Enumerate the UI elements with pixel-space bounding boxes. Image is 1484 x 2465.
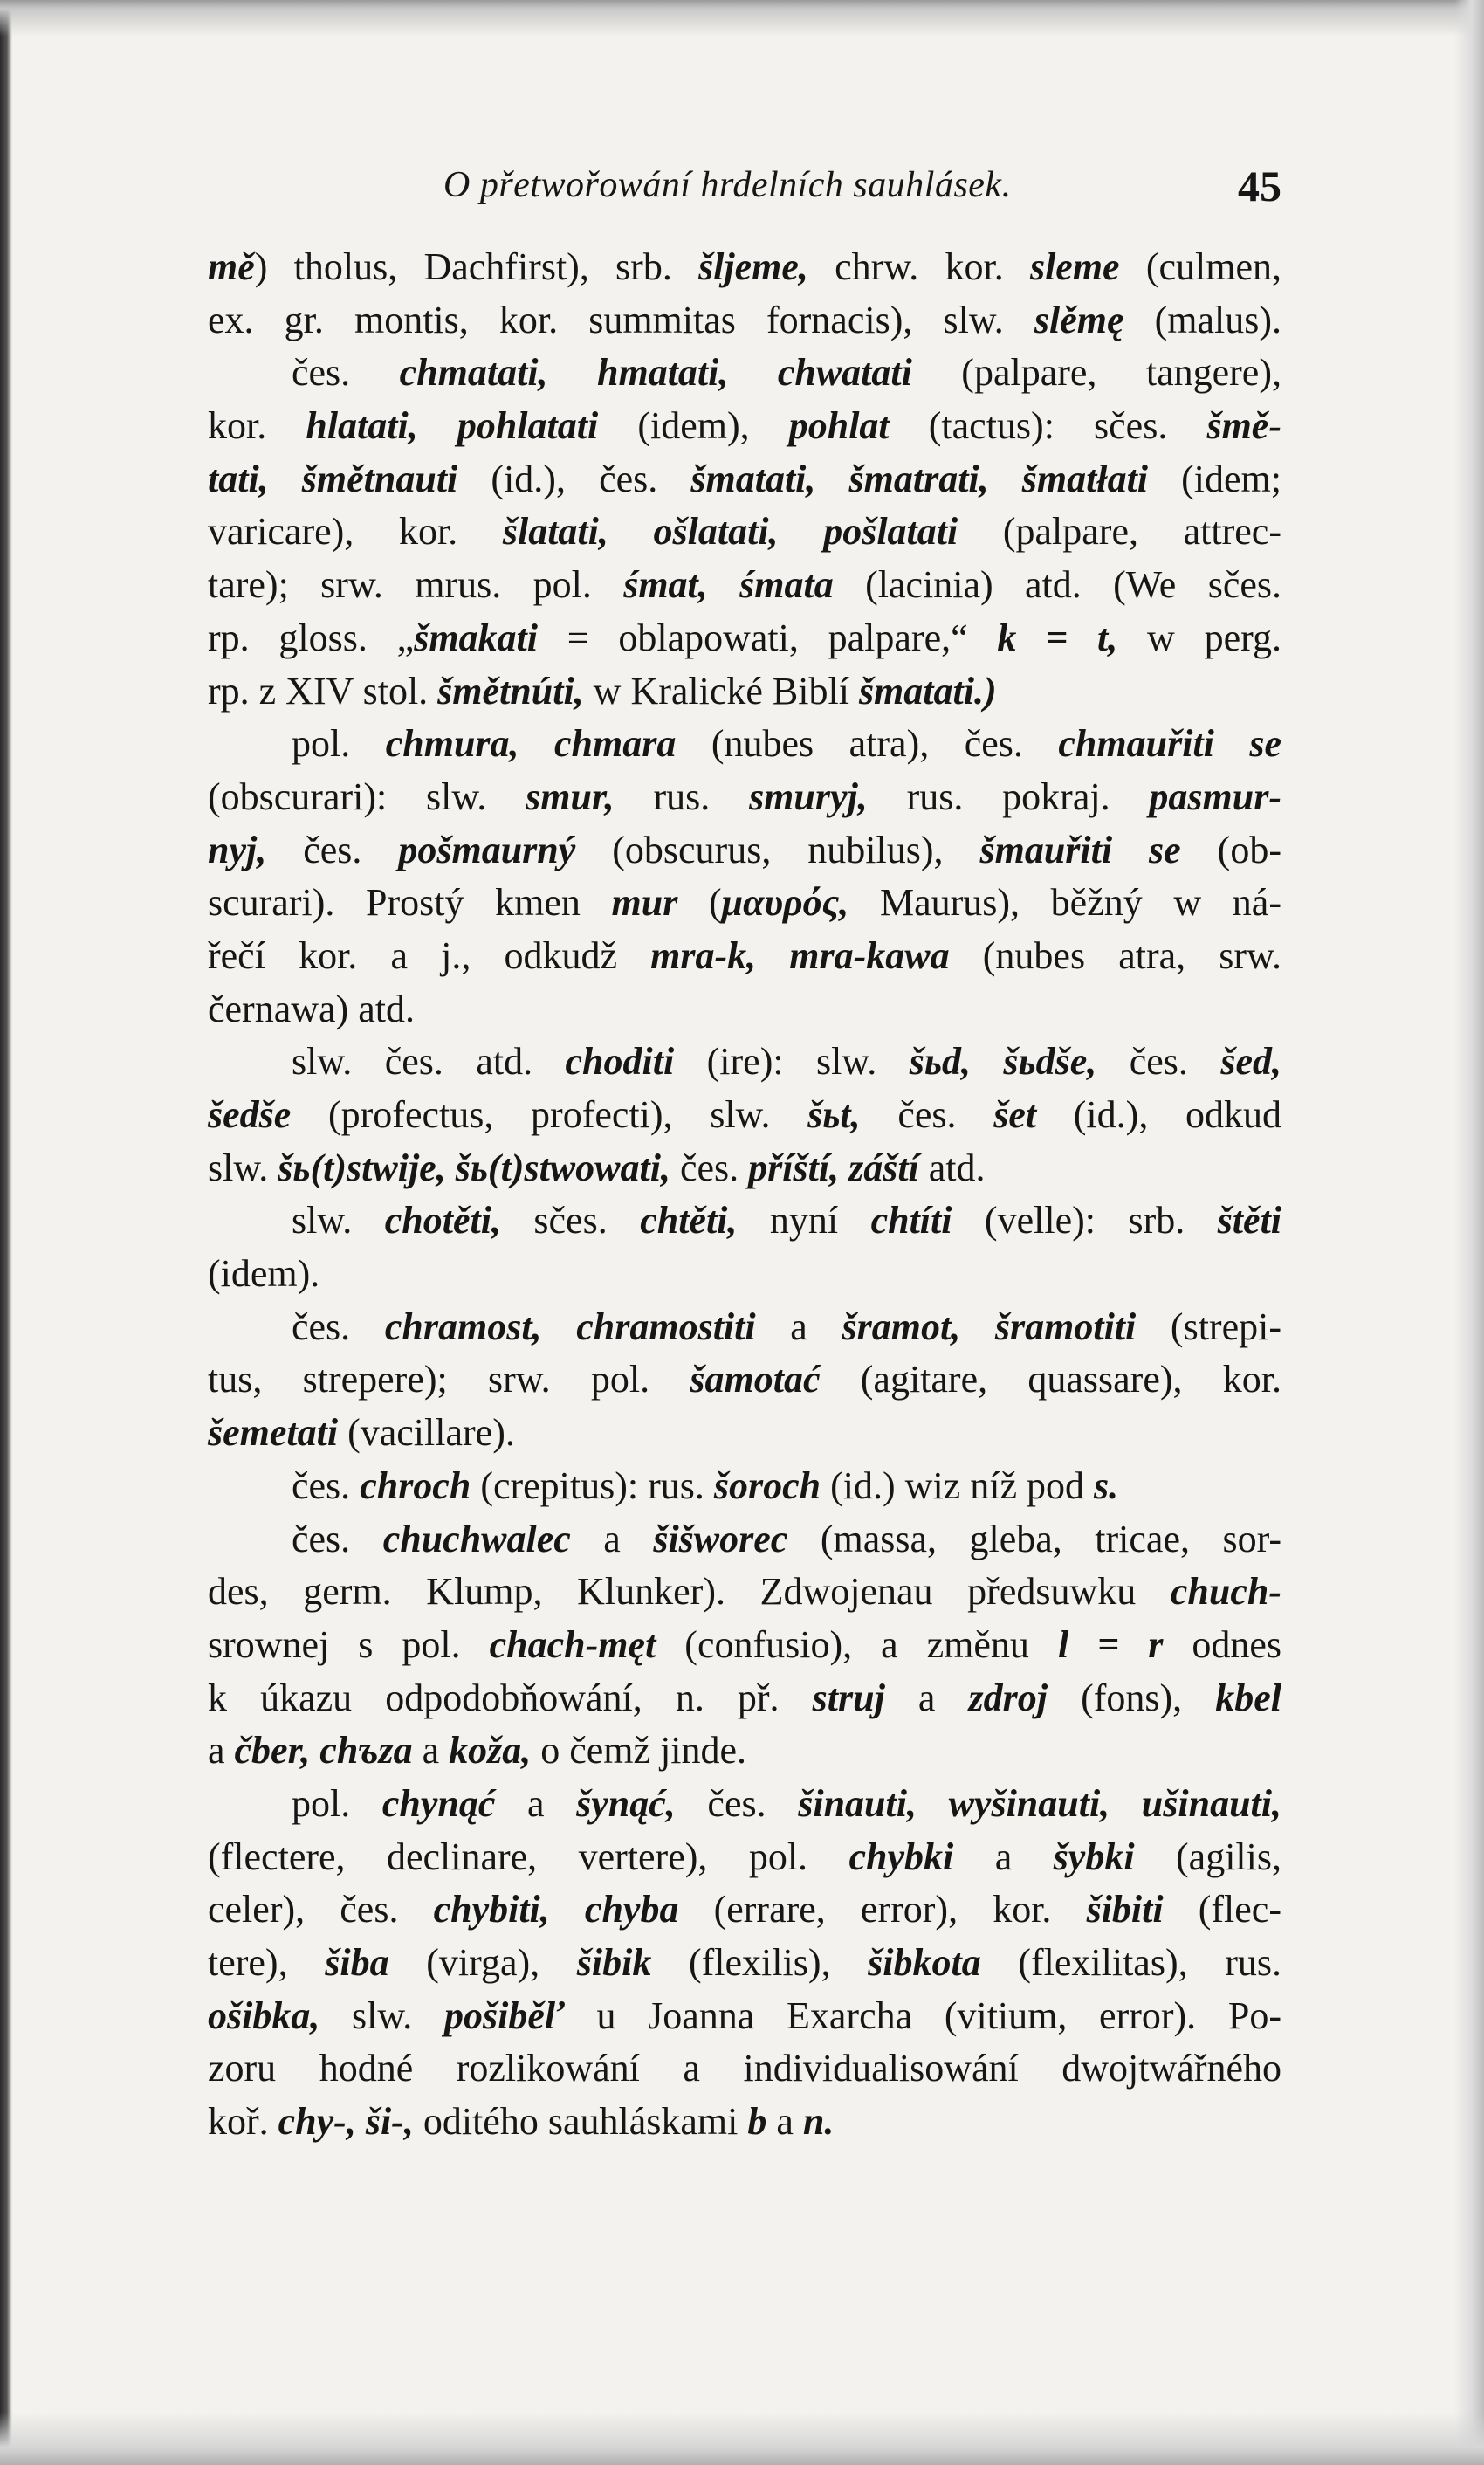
term-italic: čber, chъza	[234, 1729, 413, 1773]
term-italic: šibiti	[1086, 1888, 1164, 1931]
term-italic: zdroj	[968, 1676, 1048, 1719]
term-italic: slěmę	[1034, 298, 1124, 341]
text-line	[208, 771, 1281, 824]
term-italic: mě	[208, 245, 255, 288]
term-italic: šybki	[1053, 1835, 1135, 1878]
text-segment: k úkazu odpodobňowání, n. př.	[208, 1676, 813, 1719]
text-segment: ) tholus, Dachfirst), srb.	[254, 245, 699, 288]
term-italic: chramost, chramostiti	[384, 1305, 756, 1348]
term-italic: šibkota	[868, 1941, 981, 1984]
page-edge-right	[1454, 0, 1484, 2465]
text-segment: a	[766, 2100, 803, 2144]
text-segment: (velle): srb.	[952, 1199, 1218, 1243]
text-segment: (fons),	[1047, 1676, 1216, 1719]
term-italic: šemetati	[208, 1411, 339, 1455]
term-italic: šoroch	[713, 1463, 821, 1507]
text-segment: srownej s pol.	[208, 1622, 490, 1666]
term-italic: šibik	[576, 1941, 652, 1984]
text-segment: (virga),	[388, 1941, 577, 1984]
term-italic: chotěti,	[384, 1199, 501, 1243]
text-line	[208, 2042, 1281, 2096]
text-segment: (errare, error), kor.	[678, 1888, 1087, 1931]
term-italic: šed,	[1220, 1040, 1281, 1084]
text-line	[208, 930, 1281, 983]
text-segment: scurari). Prostý kmen	[208, 881, 612, 925]
text-segment: (id.), čes.	[457, 457, 691, 500]
term-italic: šmakati	[414, 616, 538, 659]
text-segment: (nubes atra, srw.	[949, 933, 1281, 977]
term-italic: šedše	[208, 1093, 292, 1136]
text-line	[208, 1566, 1281, 1619]
term-italic: pošiběľ	[443, 1993, 565, 2037]
term-italic: choditi	[565, 1040, 675, 1084]
text-segment: rp. gloss. „	[208, 616, 415, 659]
term-italic: mur	[611, 881, 678, 925]
term-italic: šet	[993, 1093, 1037, 1136]
term-italic: chybiti, chyba	[433, 1888, 679, 1931]
text-segment: rus. pokraj.	[867, 775, 1150, 818]
term-italic: n.	[802, 2100, 835, 2144]
text-line	[208, 1407, 1281, 1460]
text-line	[208, 718, 1281, 771]
text-segment: (flexilitas), rus.	[980, 1941, 1281, 1984]
term-italic: ošibka,	[208, 1993, 320, 2037]
text-line	[208, 1036, 1281, 1089]
term-italic: šь(t)stwije, šь(t)stwowati,	[278, 1146, 670, 1189]
text-segment: sčes.	[500, 1199, 641, 1243]
term-italic: šmatati.)	[858, 669, 997, 713]
text-segment: a	[755, 1305, 842, 1348]
text-segment: (flexilis),	[651, 1941, 869, 1984]
text-segment: slw.	[208, 1146, 278, 1189]
text-segment: slw. čes. atd.	[292, 1040, 566, 1084]
term-italic: kbel	[1215, 1676, 1281, 1719]
text-segment: čes.	[292, 1305, 385, 1348]
page-edge-left	[0, 0, 12, 2465]
term-italic: b	[747, 2100, 767, 2144]
term-italic: chach-męt	[489, 1622, 656, 1666]
text-segment: w perg.	[1117, 616, 1281, 659]
text-segment: slw.	[319, 1993, 444, 2037]
text-segment: chrw. kor.	[807, 245, 1030, 288]
term-italic: chuch-	[1170, 1570, 1281, 1614]
term-italic: sleme	[1029, 245, 1120, 288]
text-segment: čes.	[670, 1146, 749, 1189]
term-italic: mra-k, mra-kawa	[650, 933, 950, 977]
text-line	[208, 559, 1281, 612]
text-segment: (confusio), a změnu	[656, 1622, 1058, 1666]
text-line	[208, 347, 1281, 400]
text-segment: o čemž jinde.	[531, 1729, 747, 1773]
text-segment: a	[884, 1676, 969, 1719]
text-segment: nyní	[737, 1199, 871, 1243]
text-line	[208, 1778, 1281, 1831]
text-segment: řečí kor. a j., odkudž	[208, 933, 651, 977]
text-segment: (tactus): sčes.	[889, 404, 1207, 448]
term-italic: šьd, šьdše,	[909, 1040, 1097, 1084]
text-segment: Maurus), běžný w ná-	[848, 881, 1281, 925]
text-segment: (	[677, 881, 722, 925]
term-italic: příští, záští	[748, 1146, 919, 1189]
text-line	[208, 1619, 1281, 1672]
term-italic: chmura, chmara	[385, 722, 677, 766]
text-segment: = oblapowati, palpare,“	[538, 616, 998, 659]
term-italic: šmauřiti se	[979, 828, 1181, 871]
term-italic: s.	[1093, 1463, 1119, 1507]
text-line	[208, 1513, 1281, 1566]
text-segment: a	[208, 1729, 235, 1773]
term-italic: šmětnúti,	[437, 669, 584, 713]
text-segment: oditého sauhláskami	[413, 2100, 748, 2144]
running-title: O přetwořowání hrdelních sauhlásek.	[443, 165, 1012, 205]
text-line	[208, 1831, 1281, 1884]
term-italic: šmatati, šmatrati, šmatłati	[690, 457, 1149, 500]
term-italic: šlatati, ošlatati, pošlatati	[502, 510, 958, 554]
term-italic: chmauřiti se	[1058, 722, 1281, 766]
text-line	[208, 241, 1281, 294]
text-segment: a	[570, 1517, 654, 1560]
text-segment: (obscurari): slw.	[208, 775, 526, 818]
text-line	[208, 1353, 1281, 1407]
text-segment: (vacillare).	[338, 1411, 515, 1455]
term-italic: chroch	[360, 1463, 471, 1507]
term-italic: μαυρός,	[721, 881, 849, 925]
term-italic: nyj,	[208, 828, 267, 871]
running-head	[208, 164, 1281, 217]
text-segment: tere),	[208, 1941, 326, 1984]
term-italic: śmat, śmata	[623, 563, 834, 607]
text-segment: pol.	[292, 722, 386, 766]
text-segment: slw.	[292, 1199, 385, 1243]
term-italic: chybki	[848, 1835, 954, 1878]
term-italic: šynąć,	[576, 1781, 676, 1825]
text-line	[208, 665, 1281, 719]
text-segment: kor.	[208, 404, 306, 448]
text-segment: (crepitus): rus.	[471, 1463, 714, 1507]
term-italic: struj	[812, 1676, 885, 1719]
term-italic: šamotać	[690, 1358, 821, 1401]
text-segment: rp. z XIV stol.	[208, 669, 438, 713]
text-segment: des, germ. Klump, Klunker). Zdwojenau předsuwku	[208, 1570, 1171, 1614]
text-segment: (palpare, tangere),	[911, 351, 1281, 395]
text-line	[208, 1883, 1281, 1937]
term-italic: štěti	[1217, 1199, 1282, 1243]
term-italic: šišworec	[653, 1517, 788, 1560]
text-segment: a	[495, 1781, 577, 1825]
page-edge-top	[0, 0, 1484, 37]
text-segment: čes.	[1096, 1040, 1221, 1084]
term-italic: šiba	[325, 1941, 389, 1984]
term-italic: šьt,	[807, 1093, 861, 1136]
text-segment: (idem),	[598, 404, 789, 448]
text-line	[208, 1937, 1281, 1990]
text-segment: (id.), odkud	[1036, 1093, 1282, 1136]
term-italic: smuryj,	[749, 775, 868, 818]
text-line	[208, 1195, 1281, 1248]
text-segment: (idem).	[208, 1252, 320, 1296]
text-line	[208, 1725, 1281, 1778]
text-segment: ex. gr. montis, kor. summitas fornacis), slw.	[208, 298, 1034, 341]
text-line	[208, 1460, 1281, 1513]
text-segment: čes.	[292, 1463, 361, 1507]
text-segment: a	[953, 1835, 1054, 1878]
text-segment: (obscurus, nubilus),	[575, 828, 980, 871]
term-italic: pasmur-	[1149, 775, 1281, 818]
text-segment: tus, strepere); srw. pol.	[208, 1358, 690, 1401]
text-segment: čes.	[860, 1093, 994, 1136]
page-number: 45	[1238, 162, 1281, 210]
term-italic: chynąć	[381, 1781, 496, 1825]
text-segment: u Joanna Exarcha (vitium, error). Po-	[564, 1993, 1281, 2037]
term-italic: šinauti, wyšinauti, ušinauti,	[798, 1781, 1282, 1825]
text-segment: (idem;	[1148, 457, 1282, 500]
text-segment: rus.	[614, 775, 750, 818]
text-line	[208, 294, 1281, 348]
text-segment: atd.	[918, 1146, 986, 1189]
text-line	[208, 983, 1281, 1036]
text-line	[208, 1301, 1281, 1354]
term-italic: šmě-	[1206, 404, 1281, 448]
text-segment: (flec-	[1163, 1888, 1281, 1931]
term-italic: chmatati, hmatati, chwatati	[399, 351, 912, 395]
text-segment: (flectere, declinare, vertere), pol.	[208, 1835, 849, 1878]
text-line	[208, 506, 1281, 559]
text-segment: pol.	[292, 1781, 382, 1825]
text-segment: čes.	[292, 1517, 383, 1560]
text-segment: (strepi-	[1136, 1305, 1281, 1348]
text-segment: (nubes atra), čes.	[676, 722, 1059, 766]
text-segment: (malus).	[1123, 298, 1281, 341]
text-segment: (ire): slw.	[674, 1040, 910, 1084]
text-segment: w Kralické Biblí	[583, 669, 859, 713]
text-line	[208, 400, 1281, 453]
text-line	[208, 453, 1281, 506]
term-italic: l = r	[1057, 1622, 1164, 1666]
text-line	[208, 2096, 1281, 2149]
term-italic: šramot, šramotiti	[842, 1305, 1137, 1348]
text-line	[208, 824, 1281, 878]
text-line	[208, 1089, 1281, 1142]
text-segment: koř.	[208, 2100, 278, 2144]
text-segment: (id.) wiz níž pod	[821, 1463, 1094, 1507]
term-italic: koža,	[449, 1729, 532, 1773]
text-segment: (ob-	[1180, 828, 1281, 871]
text-line	[208, 877, 1281, 930]
term-italic: chtíti	[870, 1199, 952, 1243]
term-italic: k = t,	[997, 616, 1118, 659]
term-italic: chuchwalec	[382, 1517, 571, 1560]
term-italic: pohlat	[788, 404, 890, 448]
text-segment: (culmen,	[1119, 245, 1281, 288]
text-line	[208, 1672, 1281, 1725]
text-segment: (agilis,	[1134, 1835, 1281, 1878]
term-italic: hlatati, pohlatati	[306, 404, 599, 448]
term-italic: tati, šmětnauti	[208, 457, 458, 500]
term-italic: pošmaurný	[398, 828, 576, 871]
term-italic: smur,	[526, 775, 615, 818]
term-italic: chtěti,	[640, 1199, 738, 1243]
text-line	[208, 612, 1281, 665]
text-segment: tare); srw. mrus. pol.	[208, 563, 624, 607]
term-italic: chy-, ši-,	[278, 2100, 414, 2144]
text-segment: černawa) atd.	[208, 987, 415, 1030]
text-segment: (palpare, attrec-	[958, 510, 1281, 554]
text-segment: čes.	[675, 1781, 799, 1825]
text-segment: čes.	[292, 351, 400, 395]
text-segment: varicare), kor.	[208, 510, 503, 554]
page-edge-bottom	[0, 2413, 1484, 2465]
text-segment: (agitare, quassare), kor.	[820, 1358, 1281, 1401]
text-segment: a	[412, 1729, 450, 1773]
text-segment: čes.	[266, 828, 399, 871]
term-italic: šljeme,	[698, 245, 808, 288]
text-line	[208, 1248, 1281, 1301]
text-segment: celer), čes.	[208, 1888, 434, 1931]
text-segment: (lacinia) atd. (We sčes.	[833, 563, 1281, 607]
text-line	[208, 1990, 1281, 2043]
text-segment: zoru hodné rozlikowání a individualisowání dwojtwářného	[208, 2047, 1281, 2090]
text-line	[208, 1142, 1281, 1195]
text-segment: odnes	[1163, 1622, 1282, 1666]
body-text	[208, 241, 1281, 2149]
text-segment: (profectus, profecti), slw.	[291, 1093, 808, 1136]
text-segment: (massa, gleba, tricae, sor-	[787, 1517, 1282, 1560]
